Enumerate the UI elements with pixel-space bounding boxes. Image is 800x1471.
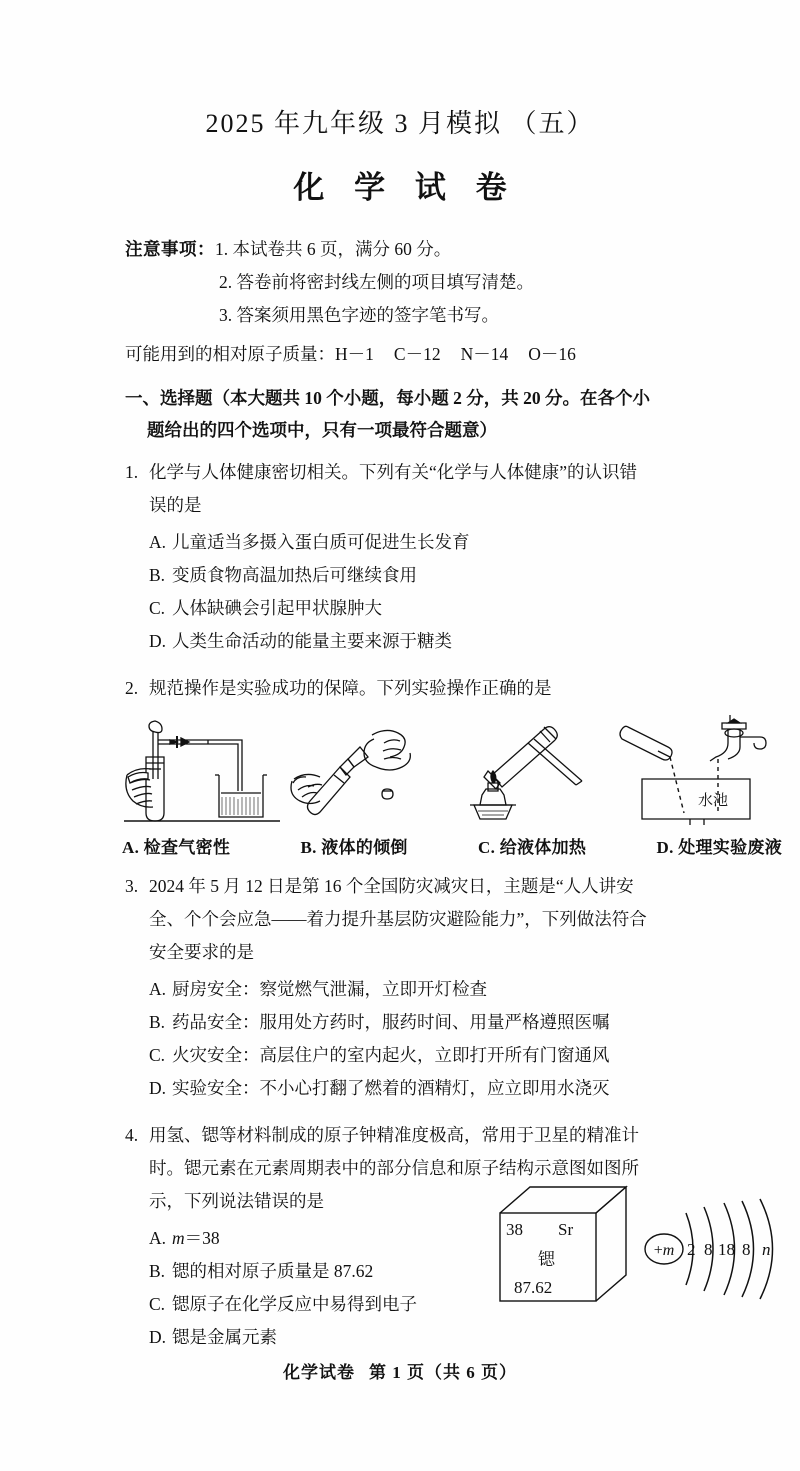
option-text: 厨房安全：察觉燃气泄漏，立即开灯检查 [172, 979, 487, 999]
question-3-option-d[interactable] [149, 1072, 778, 1105]
question-3-number: 3. [125, 876, 139, 896]
pouring-liquid-icon [288, 713, 448, 825]
question-4-stem-line-1: 用氢、锶等材料制成的原子钟精准度极高，常用于卫星的精准计 [149, 1125, 639, 1145]
figure-heating-liquid [452, 713, 612, 825]
mass-c: C－12 [393, 344, 441, 364]
relative-atomic-mass-label: 可能用到的相对原子质量： [125, 344, 335, 364]
strontium-diagram [486, 1183, 786, 1315]
footer-subject: 化学试卷 [283, 1363, 355, 1382]
option-text: 锶是金属元素 [172, 1327, 277, 1347]
question-1-option-a[interactable] [149, 526, 778, 559]
question-1-stem-line-2: 误的是 [149, 495, 202, 515]
notice-block [0, 233, 800, 332]
question-3-option-a[interactable] [149, 973, 778, 1006]
option-text: 人类生命活动的能量主要来源于糖类 [172, 631, 452, 651]
shell-count-3: 18 [718, 1240, 735, 1259]
option-label: B. [149, 565, 166, 585]
figure-gas-tightness-check [122, 713, 282, 825]
option-text: 药品安全：服用处方药时，服药时间、用量严格遵照医嘱 [172, 1012, 610, 1032]
option-text: 变质食物高温加热后可继续食用 [172, 565, 417, 585]
notice-item-2: 2. 答卷前将密封线左侧的项目填写清楚。 [219, 272, 534, 292]
question-4-figure [486, 1183, 786, 1313]
option-text: 人体缺碘会引起甲状腺肿大 [172, 598, 382, 618]
figure-label-a: A. 检查气密性 [122, 838, 231, 857]
question-3-option-c[interactable] [149, 1039, 778, 1072]
notice-line-1 [125, 233, 772, 266]
question-1-number: 1. [125, 462, 139, 482]
question-2 [0, 672, 800, 705]
question-3-stem-cont-2 [125, 936, 778, 969]
mass-h: H－1 [335, 344, 374, 364]
question-2-number: 2. [125, 678, 139, 698]
question-3 [0, 870, 800, 1105]
question-3-stem-line-1: 2024 年 5 月 12 日是第 16 个全国防灾减灾日，主题是“人人讲安 [149, 876, 634, 896]
nucleus-charge-label: +m [653, 1242, 675, 1259]
element-atomic-number: 38 [506, 1220, 523, 1239]
variable-m: m [172, 1228, 185, 1248]
option-label: D. [149, 1327, 167, 1347]
shell-count-1: 2 [687, 1240, 696, 1259]
question-1-stem [125, 456, 778, 489]
waste-disposal-icon [614, 713, 784, 825]
question-4-stem-line-3: 示，下列说法错误的是 [149, 1191, 324, 1211]
question-3-options [125, 973, 778, 1105]
question-1 [0, 456, 800, 658]
page-footer [0, 1358, 800, 1383]
section-heading-line-1: 一、选择题（本大题共 10 个小题，每小题 2 分，共 20 分。在各个小 [125, 388, 650, 408]
option-text: 实验安全：不小心打翻了燃着的酒精灯，应立即用水浇灭 [172, 1078, 610, 1098]
notice-line-3 [125, 299, 772, 332]
option-text: 儿童适当多摄入蛋白质可促进生长发育 [172, 532, 470, 552]
option-label: D. [149, 631, 167, 651]
option-text: 锶原子在化学反应中易得到电子 [172, 1294, 417, 1314]
footer-page-info: 第 1 页（共 6 页） [369, 1363, 517, 1382]
question-1-options [125, 526, 778, 658]
option-label: C. [149, 1294, 166, 1314]
question-4-stem-line-2: 时。锶元素在元素周期表中的部分信息和原子结构示意图如图所 [149, 1158, 639, 1178]
question-1-option-b[interactable] [149, 559, 778, 592]
question-3-option-b[interactable] [149, 1006, 778, 1039]
section-heading-line-2: 题给出的四个选项中，只有一项最符合题意） [147, 420, 497, 440]
question-4-option-d[interactable] [149, 1321, 778, 1354]
mass-n: N－14 [460, 344, 509, 364]
gas-tightness-icon [122, 713, 282, 825]
question-4 [0, 1119, 800, 1354]
option-label: A. [149, 532, 167, 552]
question-1-option-c[interactable] [149, 592, 778, 625]
figure-label-c: C. 给液体加热 [478, 838, 587, 857]
option-label: C. [149, 598, 166, 618]
sink-label: 水池 [698, 792, 729, 809]
option-text: 锶的相对原子质量是 87.62 [172, 1261, 374, 1281]
question-3-stem [125, 870, 778, 903]
notice-line-2 [125, 266, 772, 299]
question-2-figure-labels [0, 833, 800, 858]
element-chinese-name: 锶 [538, 1250, 555, 1269]
section-heading [0, 382, 800, 446]
page-title: 2025 年九年级 3 月模拟 （五） [205, 109, 595, 138]
notice-item-3: 3. 答案须用黑色字迹的签字笔书写。 [219, 305, 499, 325]
question-4-stem [125, 1119, 778, 1152]
element-symbol: Sr [558, 1220, 574, 1239]
question-3-stem-line-3: 安全要求的是 [149, 942, 254, 962]
figure-label-d: D. 处理实验废液 [656, 838, 782, 857]
option-label: D. [149, 1078, 167, 1098]
heating-liquid-icon [452, 713, 612, 825]
option-text: 火灾安全：高层住户的室内起火，立即打开所有门窗通风 [172, 1045, 610, 1065]
question-4-stem-cont-1 [125, 1152, 778, 1185]
notice-item-1: 1. 本试卷共 6 页，满分 60 分。 [215, 239, 452, 259]
option-label: B. [149, 1261, 166, 1281]
option-label: C. [149, 1045, 166, 1065]
question-2-stem-line-1: 规范操作是实验成功的保障。下列实验操作正确的是 [149, 678, 552, 698]
question-1-option-d[interactable] [149, 625, 778, 658]
option-text: ＝38 [184, 1228, 220, 1248]
question-3-stem-line-2: 全、个个会应急——着力提升基层防灾避险能力”，下列做法符合 [149, 909, 647, 929]
figure-waste-liquid-disposal [614, 713, 774, 825]
question-4-number: 4. [125, 1125, 139, 1145]
question-2-stem [125, 672, 778, 705]
mass-o: O－16 [528, 344, 576, 364]
question-1-stem-cont [125, 489, 778, 522]
figure-label-b: B. 液体的倾倒 [300, 838, 408, 857]
option-label: B. [149, 1012, 166, 1032]
question-3-stem-cont-1 [125, 903, 778, 936]
option-label: A. [149, 1228, 167, 1248]
notice-label: 注意事项： [125, 239, 215, 259]
question-2-figures [0, 713, 800, 831]
shell-count-4: 8 [742, 1240, 751, 1259]
relative-atomic-mass-line [0, 338, 800, 370]
subject-title: 化 学 试 卷 [293, 170, 518, 205]
question-1-stem-line-1: 化学与人体健康密切相关。下列有关“化学与人体健康”的认识错 [149, 462, 638, 482]
element-relative-atomic-mass: 87.62 [514, 1278, 553, 1297]
shell-count-2: 8 [704, 1240, 713, 1259]
option-label: A. [149, 979, 167, 999]
figure-pouring-liquid [288, 713, 448, 825]
shell-count-5: n [762, 1240, 771, 1259]
